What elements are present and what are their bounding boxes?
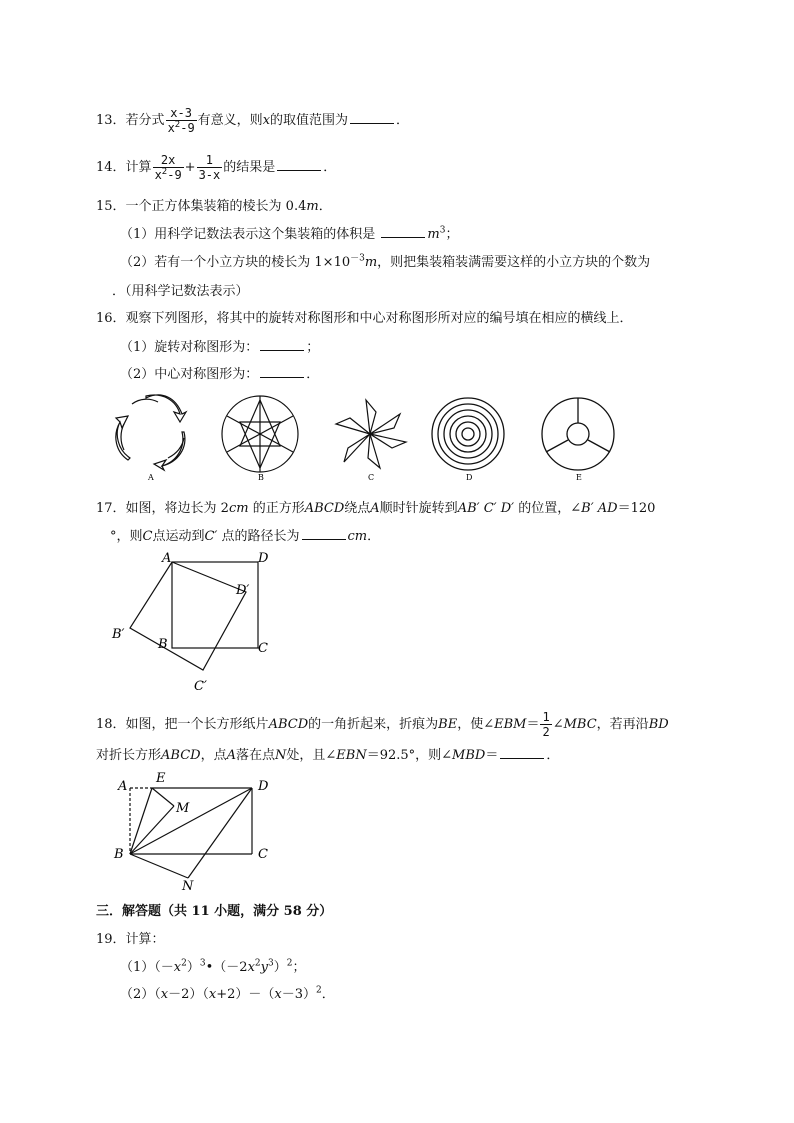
q19-p1-a: （1）（－ (120, 960, 174, 975)
q18-l2-d: 处，且∠ (286, 748, 337, 763)
q17-answer-blank (302, 527, 346, 540)
q16-p2-blank (260, 365, 304, 378)
question-13 (96, 106, 409, 135)
q15-text: 一个正方体集装箱的棱长为 0.4 (125, 199, 307, 214)
q18-number: 18． (96, 717, 126, 732)
q19-p2-x3: x (274, 987, 282, 1002)
q19-text: 计算： (125, 932, 165, 947)
q15-p1-blank (381, 225, 425, 238)
q19-number: 19． (96, 932, 126, 947)
q17-text-e: 的位置，∠ (514, 501, 582, 516)
q18-figure (112, 768, 276, 894)
q18-text-a: 如图，把一个长方形纸片 (125, 717, 269, 732)
q15-number: 15． (96, 199, 126, 214)
q15-p1-text: （1）用科学记数法表示这个集装箱的体积是 (120, 227, 380, 242)
q18-text-d: ∠ (552, 717, 564, 732)
q14-fraction-2 (197, 153, 223, 182)
q17-label-c-prime: C′ (194, 679, 207, 694)
question-15 (96, 198, 332, 216)
q16-p2-text: （2）中心对称图形为： (120, 367, 259, 382)
q18-rect-2: ABCD (161, 748, 201, 763)
q16-label-c: C (368, 473, 375, 482)
q16-label-e: E (576, 473, 582, 482)
q15-p1-exp: 3 (439, 225, 446, 236)
q17-unit-2: cm (347, 529, 368, 544)
q16-p1-blank (260, 338, 304, 351)
q17-text-c: 绕点 (344, 501, 371, 516)
q17-point-c: C (142, 529, 153, 544)
q18-l2-b: ，点 (200, 748, 227, 763)
q16-p2-end: ． (306, 367, 320, 382)
q15-p2-text-c: ．（用科学记数法表示） (112, 284, 249, 299)
q15-p2-text-a: （2）若有一个小立方块的棱长为 1×10 (120, 255, 351, 270)
q18-point-a: A (226, 748, 236, 763)
q18-label-m: M (176, 801, 190, 816)
q16-p1-end: ； (306, 340, 320, 355)
q18-text-c: ，使∠ (457, 717, 495, 732)
q17-point-c2: C′ (204, 529, 218, 544)
q19-part-2 (120, 986, 335, 1004)
q18-bd: BD (648, 717, 669, 732)
q13-frac-den: x (167, 121, 175, 135)
q18-l2-e: ＝92.5°，则∠ (366, 748, 453, 763)
q16-part-2 (120, 365, 319, 384)
q18-l2-f: ＝ (485, 748, 499, 763)
q18-text-e: ，若再沿 (596, 717, 649, 732)
q14-text-a: 计算 (125, 160, 152, 175)
q17-unit-1: cm (228, 501, 249, 516)
q13-text-a: 若分式 (125, 113, 165, 128)
q15-part-2 (120, 254, 650, 272)
q13-frac-num: x-3 (166, 106, 197, 121)
q17-square-abcd (172, 562, 258, 648)
q17-label-c: C (258, 641, 268, 656)
q14-number: 14． (96, 160, 126, 175)
q16-number: 16． (96, 311, 126, 326)
q19-p1-e3: 2 (254, 958, 261, 969)
q15-p2-unit: m (364, 255, 378, 270)
q18-label-b: B (114, 847, 124, 862)
q18-ebn: EBN (336, 748, 367, 763)
q14-text-b: 的结果是 (223, 160, 276, 175)
q16-figure-e (542, 398, 614, 470)
q17-text-f: ＝120 (617, 501, 656, 516)
q15-unit: m (306, 199, 319, 214)
question-19 (96, 931, 165, 949)
q17-text-a: 如图，将边长为 2 (125, 501, 229, 516)
q17-square: ABCD (304, 501, 345, 516)
q14-f1-den-exp: 2 (161, 167, 168, 177)
q19-p1-e4: 3 (268, 958, 274, 969)
q19-p2-x1: x (160, 987, 169, 1002)
q17-label-b-prime: B′ (112, 627, 125, 642)
q18-half-den: 2 (542, 725, 550, 739)
q19-p1-y: y (260, 960, 268, 975)
q16-label-b: B (258, 473, 264, 482)
q18-label-a: A (118, 779, 128, 794)
q14-fraction-1 (153, 153, 184, 182)
q19-p1-e2: 3 (199, 958, 206, 969)
q14-plus: + (184, 160, 196, 175)
q19-p2-a: （2）（ (120, 987, 161, 1002)
q15-p1-unit: m (427, 227, 440, 242)
q13-var: x (262, 113, 271, 128)
q18-line-2 (96, 746, 559, 765)
q19-p2-b: －2）（ (168, 987, 209, 1002)
q18-mbc: MBC (563, 717, 597, 732)
q15-p1-end: ； (445, 227, 459, 242)
q18-eq: ＝ (526, 717, 540, 732)
q18-ebm: EBM (494, 717, 527, 732)
q18-be: BE (438, 717, 458, 732)
q18-end: ． (546, 748, 560, 763)
q15-p2-exp: －3 (350, 253, 365, 264)
q13-number: 13． (96, 113, 126, 128)
q19-p1-x: x (173, 960, 182, 975)
q19-p1-e5: 2 (286, 958, 293, 969)
q17-point-a: A (370, 501, 380, 516)
q15-part-1 (120, 225, 458, 244)
q14-f2-num: 1 (197, 153, 223, 168)
q16-p1-text: （1）旋转对称图形为： (120, 340, 259, 355)
q13-text-c: 的取值范围为 (270, 113, 349, 128)
q14-answer-blank (277, 158, 321, 171)
q17-number: 17． (96, 501, 126, 516)
q15-end: ． (318, 199, 332, 214)
q14-f1-num: 2x (153, 153, 184, 168)
q17-text-b: 的正方形 (248, 501, 305, 516)
q16-figure-b (222, 396, 298, 472)
q16-figures (110, 392, 620, 484)
q18-label-n: N (182, 879, 194, 894)
q19-p2-end: ． (321, 987, 335, 1002)
q17-rotated-square (130, 562, 246, 670)
q16-part-1 (120, 338, 319, 357)
question-18 (96, 710, 669, 739)
q13-frac-den-exp: 2 (174, 120, 181, 130)
q15-p2-text-b: ，则把集装箱装满需要这样的小立方块的个数为 (377, 255, 651, 270)
q19-p1-d: ） (273, 960, 287, 975)
q18-text-b: 的一角折起来，折痕为 (308, 717, 439, 732)
q13-text-b: 有意义，则 (197, 113, 263, 128)
q19-p1-e1: 2 (181, 958, 187, 969)
q13-frac-den-tail: -9 (180, 121, 195, 135)
q14-f1-den: x (154, 168, 162, 182)
q17-l2-b: 点运动到 (152, 529, 205, 544)
q18-answer-blank (500, 746, 544, 759)
q19-p1-c: •（－2 (205, 960, 248, 975)
q18-l2-a: 对折长方形 (96, 748, 162, 763)
q17-angle: B′ AD (581, 501, 618, 516)
q17-line-2 (110, 527, 380, 546)
q16-figure-d (432, 398, 504, 470)
q13-fraction (166, 106, 197, 135)
q13-answer-blank (350, 111, 394, 124)
q18-label-d: D (258, 779, 269, 794)
q18-rect: ABCD (268, 717, 309, 732)
q19-p2-x2: x (208, 987, 217, 1002)
q18-l2-c: 落在点 (235, 748, 275, 763)
q17-label-d: D (258, 551, 269, 566)
q17-end: ． (367, 529, 381, 544)
q19-p2-d: －3） (281, 987, 317, 1002)
q16-figure-a (116, 395, 186, 470)
q16-figure-c (336, 400, 406, 468)
section-3-title: 三．解答题（共 11 小题，满分 58 分） (96, 904, 333, 919)
q16-text: 观察下列图形，将其中的旋转对称图形和中心对称图形所对应的编号填在相应的横线上． (125, 311, 633, 326)
q19-p2-c: +2）－（ (216, 987, 275, 1002)
q19-part-1 (120, 959, 306, 977)
q19-p2-e: 2 (316, 985, 322, 996)
q18-mbd: MBD (452, 748, 486, 763)
q17-text-d: 顺时针旋转到 (379, 501, 458, 516)
q15-part-2-cont (112, 283, 249, 301)
q18-label-e: E (156, 771, 166, 786)
q17-l2-a: °，则 (110, 529, 143, 544)
q19-p1-end: ； (292, 960, 306, 975)
q18-half (540, 710, 551, 739)
q17-figure (108, 548, 278, 696)
q18-point-n: N (275, 748, 287, 763)
q14-f2-den: 3-x (198, 168, 221, 182)
q14-f1-den-tail: -9 (167, 168, 182, 182)
q14-end: ． (323, 160, 337, 175)
q17-label-a: A (162, 551, 172, 566)
question-16 (96, 310, 633, 328)
q18-label-c: C (258, 847, 268, 862)
q17-square-2: AB′ C′ D′ (457, 501, 515, 516)
q19-p1-xx: x (247, 960, 255, 975)
q16-label-d: D (466, 473, 473, 482)
q16-label-a: A (148, 473, 154, 482)
q17-label-b: B (158, 637, 168, 652)
q13-end: ． (396, 113, 410, 128)
q17-label-d-prime: D′ (236, 583, 250, 598)
q17-l2-c: 点的路径长为 (217, 529, 300, 544)
q19-p1-b: ） (186, 960, 200, 975)
question-14 (96, 153, 336, 182)
q18-half-num: 1 (542, 710, 550, 724)
question-17 (96, 500, 655, 518)
